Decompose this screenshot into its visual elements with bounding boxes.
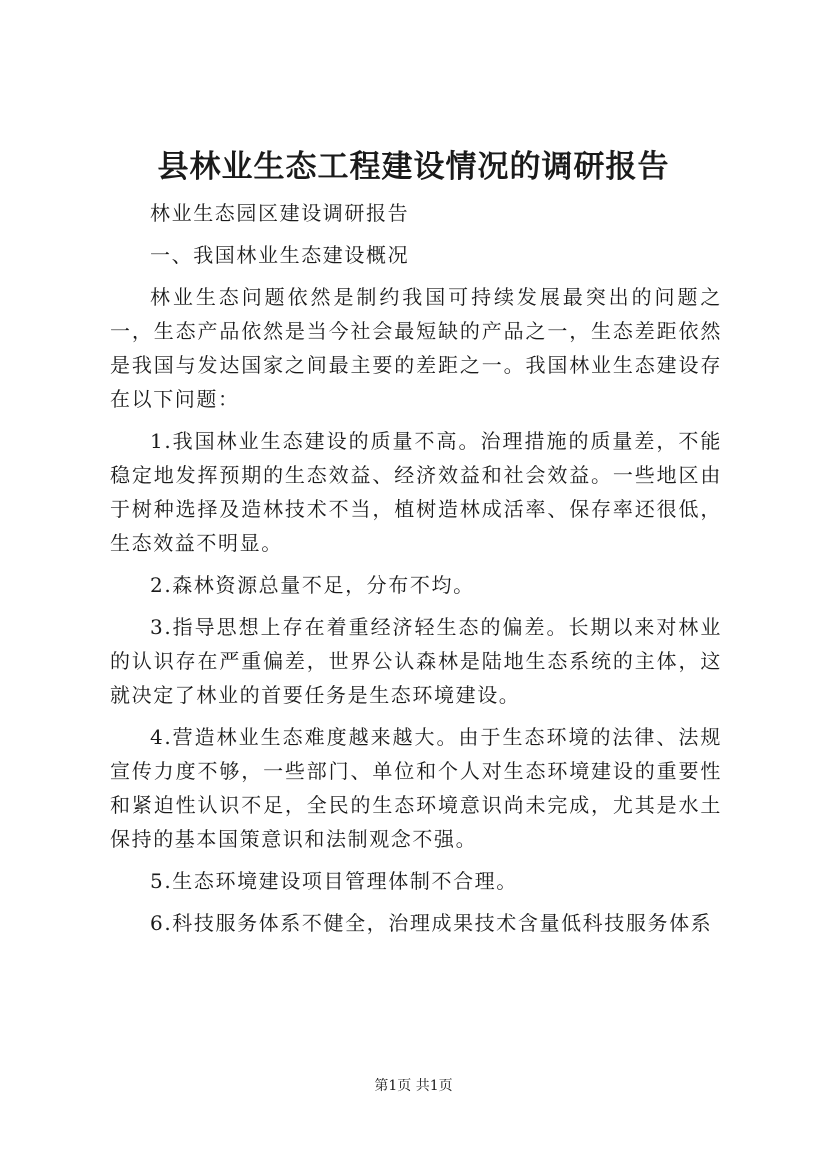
- paragraph-item-5: 5.生态环境建设项目管理体制不合理。: [150, 869, 518, 893]
- document-title: 县林业生态工程建设情况的调研报告: [157, 149, 670, 185]
- paragraph-item-2: 2.森林资源总量不足，分布不均。: [150, 573, 475, 597]
- page-footer: 第1页 共1页: [374, 1078, 453, 1094]
- section-heading: 一、我国林业生态建设概况: [150, 243, 410, 267]
- paragraph-item-1: 1.我国林业生态建设的质量不高。治理措施的质量差，不能稳定地发挥预期的生态效益、经济效益和社会效益。一些地区由于树种选择及造林技术不当，植树造林成活率、保存率还很低，生态效益不明显。: [110, 429, 722, 555]
- paragraph-subtitle: 林业生态园区建设调研报告: [150, 201, 410, 225]
- paragraph-item-3: 3.指导思想上存在着重经济轻生态的偏差。长期以来对林业的认识存在严重偏差，世界公认森林是陆地生态系统的主体，这就决定了林业的首要任务是生态环境建设。: [110, 615, 722, 707]
- paragraph-overview: 林业生态问题依然是制约我国可持续发展最突出的问题之一，生态产品依然是当今社会最短缺的产品之一，生态差距依然是我国与发达国家之间最主要的差距之一。我国林业生态建设存在以下问题：: [110, 285, 722, 411]
- document-body: [110, 196, 722, 948]
- paragraph-item-4: 4.营造林业生态难度越来越大。由于生态环境的法律、法规宣传力度不够，一些部门、单位和个人对生态环境建设的重要性和紧迫性认识不足，全民的生态环境意识尚未完成，尤其是水土保持的基本国策意识和法制观念不强。: [110, 725, 722, 851]
- paragraph-item-6: 6.科技服务体系不健全，治理成果技术含量低科技服务体系: [150, 911, 713, 935]
